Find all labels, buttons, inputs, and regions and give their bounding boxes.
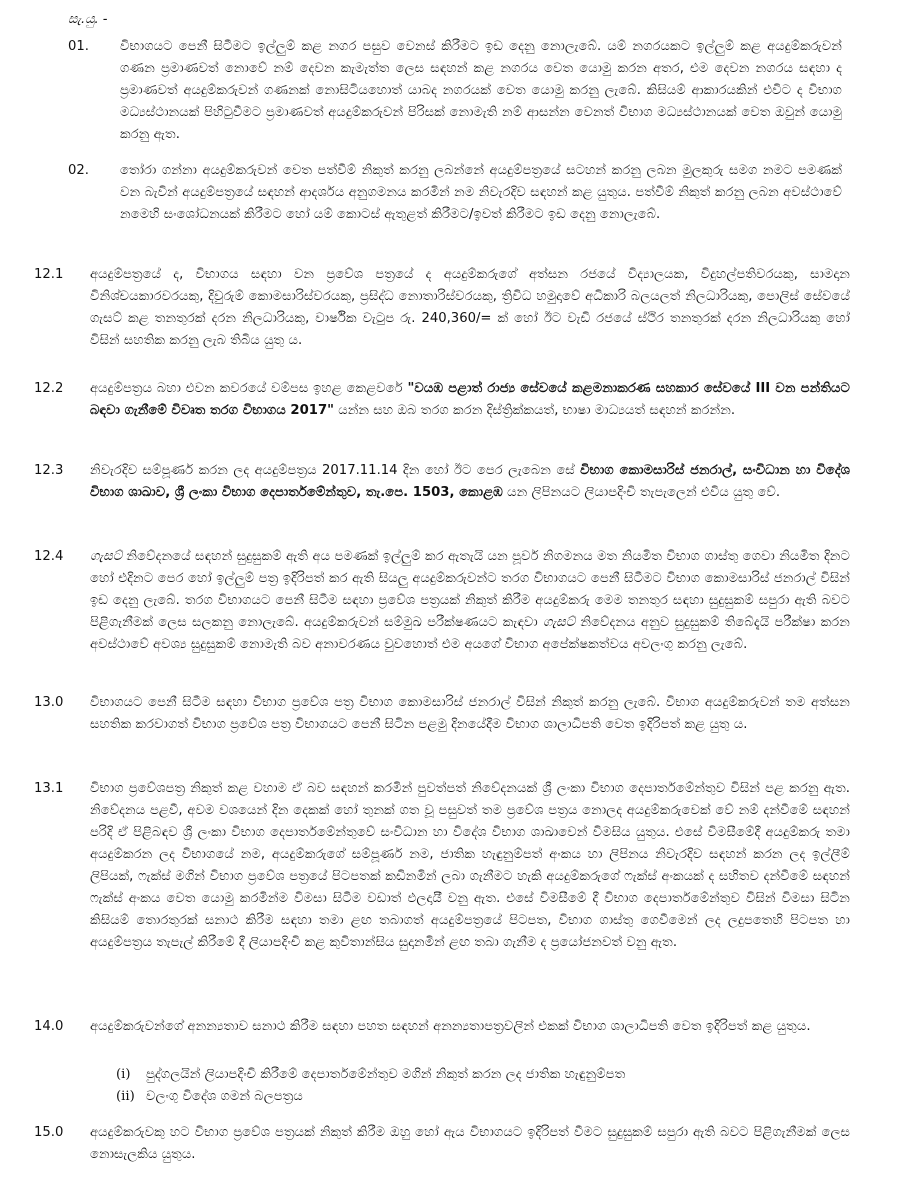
section-paragraph: අයදුම්පත්‍රයේ ද, විභාගය සඳහා වන ප්‍රවේශ පත්‍රයේ ද අයදුම්කරුගේ අත්සන රජයේ විද්‍යාලයක, විදුහල්පතිවරයකු, සාමදාන විනිශ්චයකාරවරයකු, දිවුරුම් කොමසාරිස්වරයකු, ප්‍රසිද්ධ නොතාරිස්වරයකු, ත්‍රිවිධ හමුදාවේ අධිකාරි බලයලත් නිලධාරියකු, පොලිස් සේවයේ ගැසට් කළ තනතුරක් දරන නිලධාරියකු, වාර්ෂික වැටුප රු. 240,360/= ක් හෝ ඊට වැඩි රජයේ ස්ථිර තනතුරක් දරන නිලධාරියකු හෝ විසින් සහතික කරනු ලැබ තිබිය යුතු ය. [90,267,850,348]
section-text: නිවේදනයේ සඳහන් සුදුසුකම් ඇති අය පමණක් ඉල්ලුම් කර ඇතැයි යන පූර්ව නිගමනය මත නියමිත විභාග ගාස්තු ගෙවා නියමිත දිනට හෝ එදිනට පෙර හෝ ඉල්ලුම් පත්‍ර ඉදිරිපත් කර ඇති සියලු අයදුම්කරුවන්ට තරග විභාගයට පෙනී සිටීමට විභාග කොමසාරිස් ජනරාල් විසින් ඉඩ දෙනු ලැබේ. තරග විභාගයට පෙනී සිටීම සඳහා ප්‍රවේශ පත්‍රයක් නිකුත් කිරීම අයදුම්කරු මෙම තනතුර සඳහා සුදුසුකම් සපුරා ඇති බවට පිළිගැනීමක් ලෙස සලකනු නොලැබේ. අයදුම්කරුවන් සම්මුඛ පරීක්ෂණයට කැඳවා [90,549,850,630]
section-number: 12.2 [34,381,64,396]
section-paragraph: විභාග ප්‍රවේශපත්‍ර නිකුත් කළ වහාම ඒ බව සඳහන් කරමින් පුවත්පත් නිවේදනයක් ශ්‍රී ලංකා විභාග දෙපාර්තමේන්තුව විසින් පළ කරනු ඇත. නිවේදනය පළවී, අවම වශයෙන් දින දෙකක් හෝ තුනක් ගත වූ පසුවත් තම ප්‍රවේශ පත්‍රය නොලද අයදුම්කරුවෙක් වේ නම් දන්වීමේ සඳහන් පරිදි ඒ පිළිබඳව ශ්‍රී ලංකා විභාග දෙපාර්තමේන්තුවේ සංවිධාන හා විදේශ විභාග ශාඛාවෙන් විමසිය යුතුය. එසේ විමසීමේදී අයදුම්කරු තමා අයදුම්කරන ලද විභාගයේ නම, අයදුම්කරුගේ සම්පූර්ණ නම, ජාතික හැඳුනුම්පත් අංකය හා ලිපිනය නිවැරදිව සඳහන් කරන ලද ඉල්ලීම් ලිපියක්, ෆැක්ස් මගින් විභාග ප්‍රවේශ පත්‍රයේ පිටපතක් කඩිනමින් ලබා ගැනීමට හැකි අයදුම්කරුගේ ෆැක්ස් අංකයක් ද සහිතව දන්වීමේ සඳහන් ෆැක්ස් අංකය වෙත යොමු කරමින්ම විමසා සිටීම වඩාත් ඵලදායී වනු ඇත. එසේ විමසීමේ දී විභාග දෙපාර්තමේන්තුව විසින් විමසා සිටින කිසියම් තොරතුරක් සනාථ කිරීම සඳහා තමා ළඟ තබාගත් අයදුම්පත්‍රයේ පිටපත, විභාග ගාස්තු ගෙවීමෙන් ලද ලදුපතෙහි පිටපත හා අයදුම්පත්‍රය තැපැල් කිරීමේ දී ලියාපදිංචි කළ කුවිතාන්සිය සුදානමින් ළඟ තබා ගැනීම ද ප්‍රයෝජනවත් වනු ඇත. [90,781,850,950]
postal-address-text: විභාග කොමසාරිස් ජනරාල්, සංවිධාන හා විදේශ විභාග ශාඛාව, ශ්‍රී ලංකා විභාග දෙපාර්තමේන්තුව, තැ.පෙ. 1503, කොළඹ [90,463,850,500]
section-number: 15.0 [34,1125,64,1140]
list-item-number: (i) [116,1067,131,1082]
section-number: 14.0 [34,1019,64,1034]
list-item [116,1064,625,1086]
section-paragraph: අයදුම්කරුවන්ගේ අනන්‍යතාව සනාථ කිරීම සඳහා පහත සඳහන් අනන්‍යතාපත්‍රවලින් එකක් විභාග ශාලාධිපති වෙත ඉදිරිපත් කළ යුතුය. [90,1019,811,1034]
section-number: 13.0 [34,695,64,710]
section-number: 12.4 [34,549,64,564]
note-number: 01. [68,39,89,54]
list-item-number: (ii) [116,1089,135,1104]
section-paragraph: විභාගයට පෙනී සිටීම සඳහා විභාග ප්‍රවේශ පත්‍ර විභාග කොමසාරිස් ජනරාල් විසින් නිකුත් කරනු ලැබේ. විභාග අයදුම්කරුවන් තම අත්සන සහතික කරවාගත් විභාග ප්‍රවේශ පත්‍ර විභාගයට පෙනී සිටින පළමු දිනයේදීම විභාග ශාලාධිපති වෙත ඉදිරිපත් කළ යුතු ය. [90,695,850,732]
envelope-title-text: "වයඹ පළාත් රාජ්‍ය සේවයේ කළමනාකරණ සහකාර සේවයේ III වන පන්තියට බඳවා ගැනීමේ විවෘත තරග විභාගය 2017" [90,381,850,418]
section-number: 13.1 [34,781,64,796]
list-item-text: පුද්ගලයින් ලියාපදිංචි කිරීමේ දෙපාර්තමේන්තුව මගින් නිකුත් කරන ලද ජාතික හැඳුනුම්පත [146,1067,626,1082]
section-text: යන්න සහ ඔබ තරග කරන දිස්ත්‍රික්කයත්, භාෂා මාධ්‍යයත් සඳහන් කරන්න. [334,403,736,418]
note-heading: සැ.යු. - [68,12,108,27]
note-number: 02. [68,163,89,178]
section-paragraph [90,546,850,656]
gazette-word: ගැසට් [90,549,123,564]
section-paragraph [90,460,850,504]
section-paragraph [90,378,850,422]
section-text: අයදුම්පත්‍රය බහා එවන කවරයේ වම්පස ඉහළ කෙළවරේ [90,381,408,396]
note-paragraph: විභාගයට පෙනී සිටීමට ඉල්ලුම් කළ නගර පසුව වෙනස් කිරීමට ඉඩ දෙනු නොලැබේ. යම් නගරයකට ඉල්ලුම් කළ අයදුම්කරුවන් ගණන ප්‍රමාණවත් නොවේ නම් දෙවන කැමැත්ත ලෙස සඳහන් කළ නගරය වෙත යොමු කරන අතර, එම දෙවන නගරය සඳහා ද ප්‍රමාණවත් අයදුම්කරුවන් ගණනක් නොසිටියහොත් යාබද නගරයක් වෙත යොමු කරනු ලැබේ. කිසියම් ආකාරයකින් එවිට ද විභාග මධ්‍යස්ථානයක් පිහිටුවීමට ප්‍රමාණවත් අයදුම්කරුවන් පිරිසක් නොමැති නම් ආසන්න වෙනත් විභාග මධ්‍යස්ථානයක් වෙත ඔවුන් යොමු කරනු ඇත. [120,39,842,142]
section-number: 12.3 [34,463,64,478]
gazette-word: ගැසට් [543,615,576,630]
note-paragraph: තෝරා ගන්නා අයදුම්කරුවන් වෙත පත්වීම් නිකුත් කරනු ලබන්නේ අයදුම්පත්‍රයේ සටහන් කරනු ලබන මුලකුරු සමග නමට පමණක් වන බැවින් අයදුම්පත්‍රයේ සඳහන් ආදර්ශය අනුගමනය කරමින් නම නිවැරදිව සඳහන් කළ යුතුය. පත්වීම් නිකුත් කරනු ලබන අවස්ථාවේ නමෙහි සංශෝධනයක් කිරීමට හෝ යම් කොටස් ඇතුළත් කිරීමට/ඉවත් කිරීමට ඉඩ දෙනු නොලැබේ. [120,163,842,222]
section-text: නිවැරදිව සම්පූර්ණ කරන ලද අයදුම්පත්‍රය 2017.11.14 දින හෝ ඊට පෙර ලැබෙන සේ [90,463,581,478]
section-text: යන ලිපිනයට ලියාපදිංචි තැපැලෙන් එවිය යුතු වේ. [502,485,781,500]
section-text: නිවේදනය අනුව සුදුසුකම් තිබේදැයි පරීක්ෂා කරන අවස්ථාවේ අවශ්‍ය සුදුසුකම් නොමැති බව අනාවරණය වුවහොත් එම අයගේ විභාග අපේක්ෂකත්වය අවලංගු කරනු ලැබේ. [90,615,850,652]
section-number: 12.1 [34,267,64,282]
list-item [116,1086,303,1108]
list-item-text: වලංගු විදේශ ගමන් බලපත්‍රය [146,1089,303,1104]
section-paragraph: අයදුම්කරුවකු හට විභාග ප්‍රවේශ පත්‍රයක් නිකුත් කිරීම ඔහු හෝ ඇය විභාගයට ඉදිරිපත් වීමට සුදුසුකම් සපුරා ඇති බවට පිළිගැනීමක් ලෙස නොසැලකිය යුතුය. [90,1125,850,1162]
